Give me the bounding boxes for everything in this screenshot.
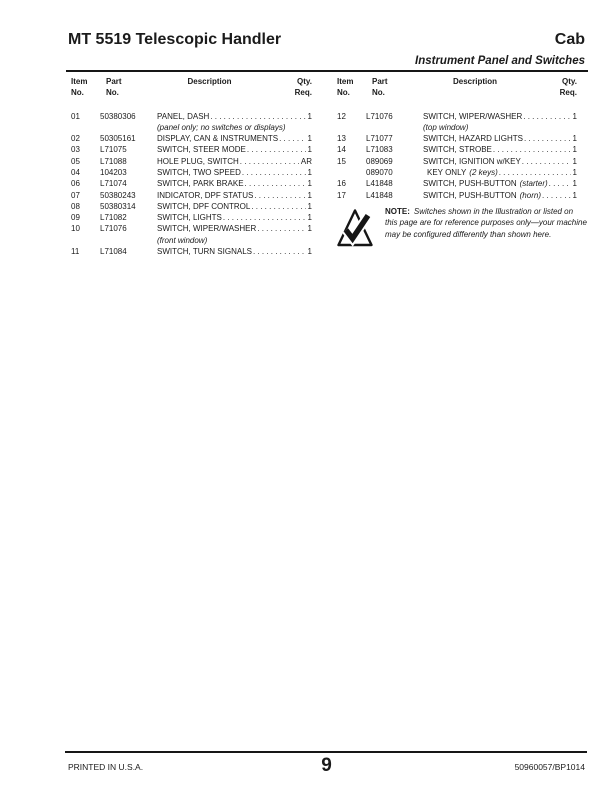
item-no-empty — [68, 122, 100, 133]
qty-value: 1 — [572, 145, 577, 155]
part-no: L71075 — [100, 145, 127, 155]
part-no: L71084 — [100, 247, 127, 257]
footer-rule — [65, 751, 587, 753]
table-row — [334, 156, 577, 167]
item-no: 17 — [337, 190, 346, 200]
part-no: 089069 — [366, 156, 393, 166]
description-text: INDICATOR, DPF STATUS — [157, 190, 254, 200]
item-no: 11 — [71, 247, 80, 257]
description-cell — [157, 122, 312, 133]
table-row — [68, 212, 312, 223]
qty-value: 1 — [572, 134, 577, 144]
table-subrow — [68, 122, 312, 133]
item-no-empty — [334, 122, 366, 133]
table-row — [68, 167, 312, 178]
col-part-no — [100, 77, 157, 98]
table-row — [68, 246, 312, 257]
description-text: SWITCH, WIPER/WASHER — [157, 224, 257, 234]
description-cell — [157, 201, 312, 212]
description-subnote: (top window) — [423, 122, 469, 132]
item-no: 14 — [337, 145, 346, 155]
part-no: L71082 — [100, 213, 127, 223]
check-triangle-icon — [336, 208, 374, 248]
leader-dots — [239, 156, 299, 167]
table-row — [334, 133, 577, 144]
description-text: KEY ONLY — [427, 167, 467, 177]
part-no-empty — [100, 235, 157, 246]
description-text: SWITCH, TWO SPEED — [157, 167, 241, 177]
section-title: Cab — [554, 31, 585, 48]
part-no: 50380243 — [100, 190, 136, 200]
description-cell — [157, 156, 312, 167]
leader-dots — [522, 111, 570, 122]
table-row — [68, 223, 312, 234]
item-no: 10 — [71, 224, 80, 234]
qty-value: 1 — [572, 179, 577, 189]
col-item-label: Item — [337, 77, 354, 86]
description-cell — [423, 122, 577, 133]
item-no: 13 — [337, 134, 346, 144]
qty-value: 1 — [307, 213, 312, 223]
item-no: 03 — [71, 145, 80, 155]
table-row — [68, 201, 312, 212]
part-no: 50305161 — [100, 134, 136, 144]
leader-dots — [523, 133, 571, 144]
item-no: 09 — [71, 213, 80, 223]
item-no: 02 — [71, 134, 80, 144]
item-no: 06 — [71, 179, 80, 189]
qty-value: 1 — [307, 247, 312, 257]
description-text: SWITCH, PUSH-BUTTON — [423, 179, 517, 189]
qty-value: 1 — [572, 111, 577, 121]
col-part-label: Part — [106, 77, 122, 86]
leader-dots — [241, 167, 306, 178]
part-no-empty — [100, 122, 157, 133]
part-no: L71076 — [366, 111, 393, 121]
description-text: DISPLAY, CAN & INSTRUMENTS — [157, 134, 279, 144]
note-text: Switches shown in the Illustration or listed on this page are for reference purposes only—your machine may be configured differently than shown here. — [385, 207, 587, 239]
table-header — [334, 77, 577, 98]
description-note: (2 keys) — [469, 167, 498, 177]
leader-dots — [250, 201, 305, 212]
item-no: 12 — [337, 111, 346, 121]
description-cell — [423, 167, 577, 178]
table-row — [334, 144, 577, 155]
description-cell — [157, 223, 312, 234]
description-text: SWITCH, LIGHTS — [157, 213, 222, 223]
description-text: SWITCH, STEER MODE — [157, 145, 246, 155]
table-row — [334, 178, 577, 189]
header-rule — [66, 70, 588, 72]
description-note: (starter) — [519, 179, 548, 189]
table-row — [334, 167, 577, 178]
description-cell — [157, 246, 312, 257]
leader-dots — [244, 178, 306, 189]
note-label: NOTE: — [385, 207, 410, 216]
col-qty-label: Qty. — [562, 77, 577, 86]
qty-value: 1 — [307, 201, 312, 211]
table-subrow — [334, 122, 577, 133]
table-header — [68, 77, 312, 98]
description-cell — [157, 167, 312, 178]
table-row — [68, 133, 312, 144]
qty-value: 1 — [307, 134, 312, 144]
part-no: L71077 — [366, 134, 393, 144]
subsection-title: Instrument Panel and Switches — [415, 55, 585, 67]
item-no: 08 — [71, 201, 80, 211]
qty-value: 1 — [307, 224, 312, 234]
leader-dots — [541, 190, 571, 201]
leader-dots — [521, 156, 571, 167]
description-text: SWITCH, WIPER/WASHER — [423, 111, 523, 121]
document-number: 50960057/BP1014 — [514, 762, 585, 772]
qty-value: 1 — [307, 167, 312, 177]
col-description: Description — [452, 77, 497, 86]
page-title: MT 5519 Telescopic Handler — [68, 31, 282, 48]
description-text: SWITCH, HAZARD LIGHTS — [423, 134, 524, 144]
description-cell — [157, 235, 312, 246]
col-part-no-label: No. — [372, 87, 385, 97]
description-text: SWITCH, STROBE — [423, 145, 492, 155]
note-block — [385, 206, 587, 240]
item-no: 16 — [337, 179, 346, 189]
item-no: 07 — [71, 190, 80, 200]
col-qty-req — [295, 77, 312, 98]
table-subrow — [68, 235, 312, 246]
item-no-empty — [68, 235, 100, 246]
col-qty-label: Qty. — [297, 77, 312, 86]
col-item-no-label: No. — [71, 87, 84, 97]
col-item-no-label: No. — [337, 87, 350, 97]
col-item-no — [334, 77, 366, 98]
table-row — [68, 111, 312, 122]
description-text: SWITCH, PUSH-BUTTON — [423, 190, 517, 200]
col-description: Description — [187, 77, 232, 86]
description-text: PANEL, DASH — [157, 111, 210, 121]
description-text: SWITCH, TURN SIGNALS — [157, 247, 252, 257]
description-cell — [157, 144, 312, 155]
parts-table-left — [68, 77, 312, 257]
col-part-no — [366, 77, 423, 98]
item-no: 04 — [71, 167, 80, 177]
leader-dots — [209, 111, 305, 122]
col-part-no-label: No. — [106, 87, 119, 97]
col-item-label: Item — [71, 77, 88, 86]
col-qty-req — [560, 77, 577, 98]
footer-printed-in: PRINTED IN U.S.A. — [68, 762, 144, 772]
qty-value: 1 — [572, 190, 577, 200]
table-row — [334, 111, 577, 122]
qty-value: 1 — [307, 190, 312, 200]
parts-table-right — [334, 77, 577, 201]
leader-dots — [278, 133, 305, 144]
description-cell — [157, 133, 312, 144]
part-no: 50380314 — [100, 201, 136, 211]
item-no — [334, 167, 366, 178]
leader-dots — [256, 223, 305, 234]
table-row — [68, 178, 312, 189]
part-no: L71074 — [100, 179, 127, 189]
col-item-no — [68, 77, 100, 98]
description-text: HOLE PLUG, SWITCH — [157, 156, 239, 166]
qty-value: 1 — [307, 111, 312, 121]
leader-dots — [253, 190, 305, 201]
part-no: 089070 — [366, 167, 393, 177]
qty-value: 1 — [307, 179, 312, 189]
leader-dots — [246, 144, 306, 155]
leader-dots — [492, 144, 571, 155]
item-no: 15 — [337, 156, 346, 166]
leader-dots — [222, 212, 306, 223]
leader-dots — [252, 246, 306, 257]
description-cell — [423, 178, 577, 189]
item-no: 01 — [71, 111, 80, 121]
qty-value: 1 — [307, 145, 312, 155]
part-no: 50380306 — [100, 111, 136, 121]
description-cell — [423, 111, 577, 122]
table-body-right — [334, 111, 577, 201]
col-part-label: Part — [372, 77, 388, 86]
part-no-empty — [366, 122, 423, 133]
description-note: (horn) — [519, 190, 541, 200]
part-no: L71088 — [100, 156, 127, 166]
description-cell — [423, 144, 577, 155]
qty-value: AR — [300, 156, 312, 166]
col-req-label: Req. — [559, 87, 577, 97]
table-row — [68, 190, 312, 201]
description-text: SWITCH, PARK BRAKE — [157, 179, 244, 189]
col-req-label: Req. — [294, 87, 312, 97]
description-subnote: (panel only; no switches or displays) — [157, 122, 286, 132]
leader-dots — [498, 167, 571, 178]
description-cell — [423, 156, 577, 167]
description-cell — [157, 212, 312, 223]
description-subnote: (front window) — [157, 235, 208, 245]
description-cell — [423, 133, 577, 144]
description-text: SWITCH, IGNITION w/KEY — [423, 156, 521, 166]
table-row — [334, 190, 577, 201]
description-cell — [157, 111, 312, 122]
table-row — [68, 144, 312, 155]
description-cell — [157, 190, 312, 201]
part-no: 104203 — [100, 167, 127, 177]
description-cell — [157, 178, 312, 189]
item-no: 05 — [71, 156, 80, 166]
leader-dots — [548, 178, 571, 189]
table-row — [68, 156, 312, 167]
qty-value: 1 — [572, 156, 577, 166]
description-text: SWITCH, DPF CONTROL — [157, 201, 251, 211]
qty-value: 1 — [572, 167, 577, 177]
part-no: L71076 — [100, 224, 127, 234]
table-body-left — [68, 111, 312, 258]
part-no: L41848 — [366, 190, 393, 200]
page-number: 9 — [321, 755, 332, 776]
part-no: L71083 — [366, 145, 393, 155]
part-no: L41848 — [366, 179, 393, 189]
description-cell — [423, 190, 577, 201]
